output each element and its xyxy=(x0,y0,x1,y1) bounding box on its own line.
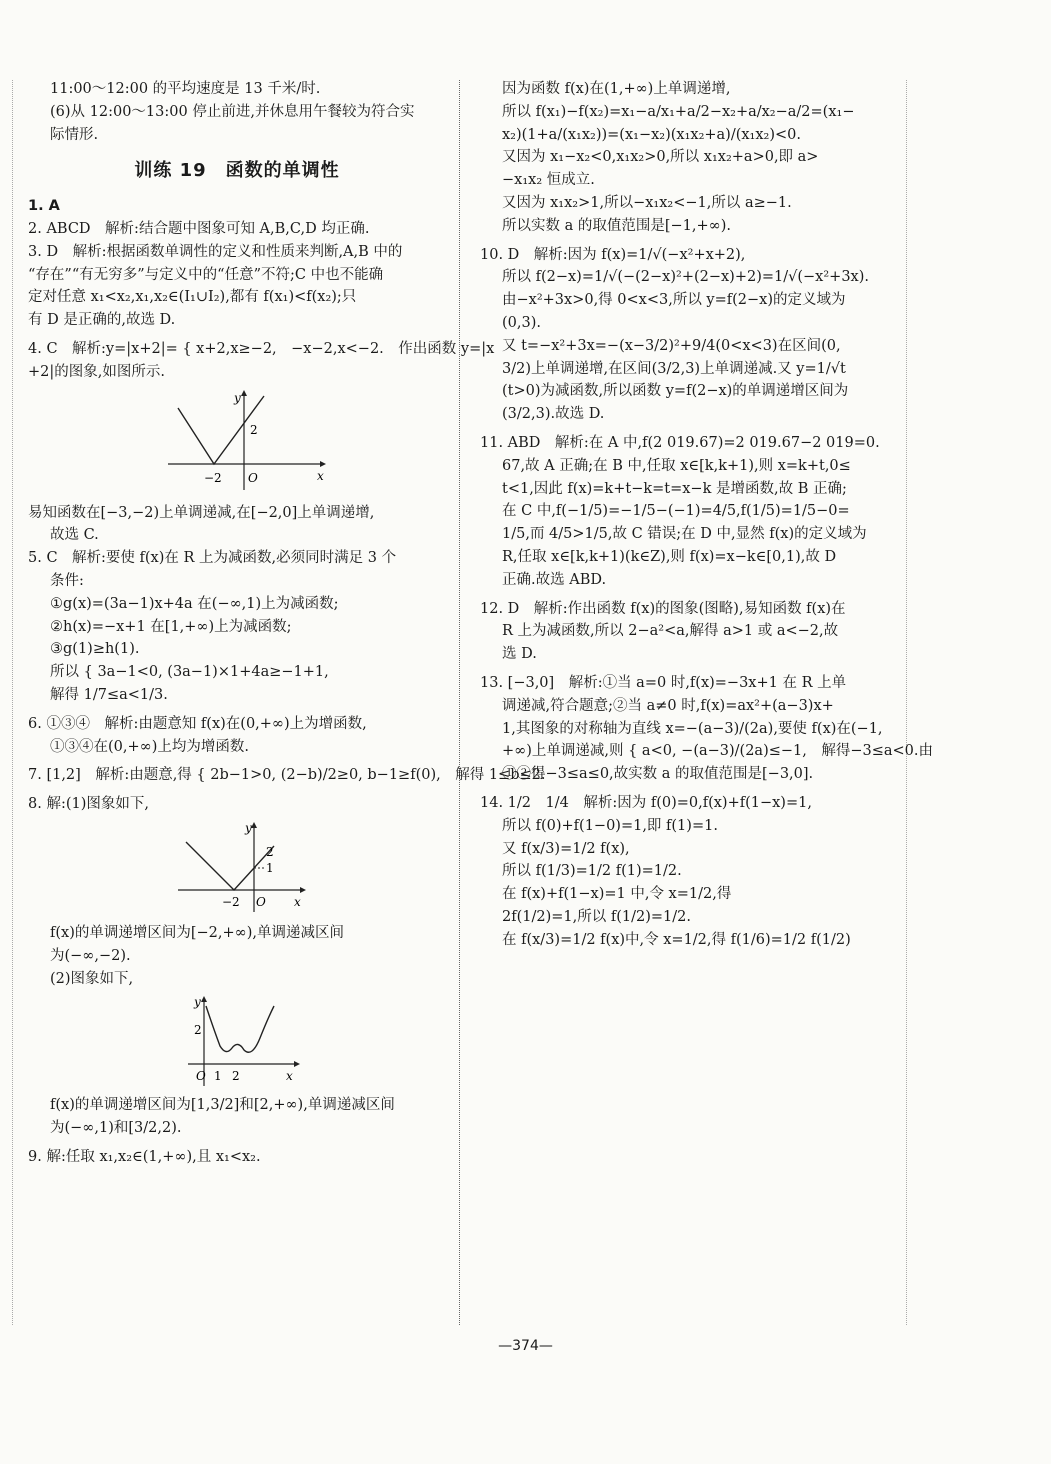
answer-7: 7. [1,2] 解析:由题意,得 { 2b−1>0, (2−b)/2≥0, b−1≥f(0), 解得 1≤b≤2. xyxy=(28,767,546,784)
origin-label: O xyxy=(248,470,258,485)
answer-5-line: 5. C 解析:要使 f(x)在 R 上为减函数,必须同时满足 3 个 xyxy=(28,550,397,567)
text-line: (6)从 12:00～13:00 停止前进,并休息用午餐较为符合实 xyxy=(50,103,415,120)
answer-10-line: 10. D 解析:因为 f(x)=1/√(−x²+x+2), xyxy=(480,246,746,263)
answer-8-line: f(x)的单调递增区间为[−2,+∞),单调递减区间 xyxy=(50,924,344,941)
answer-6-line: 6. ①③④ 解析:由题意知 f(x)在(0,+∞)上为增函数, xyxy=(28,715,367,732)
section-title: 训练 19 函数的单调性 xyxy=(134,160,340,182)
answer-8-line: 为(−∞,1)和[3/2,2). xyxy=(50,1120,182,1137)
answer-4-line: 4. C 解析:y=|x+2|= { x+2,x≥−2, −x−2,x<−2. 作出函数 y=|x xyxy=(28,340,495,357)
answer-14-line: 2f(1/2)=1,所以 f(1/2)=1/2. xyxy=(502,908,691,925)
origin-label: O xyxy=(196,1069,206,1084)
answer-10-line: (t>0)为减函数,所以函数 y=f(2−x)的单调递增区间为 xyxy=(502,383,849,400)
answer-11-line: R,任取 x∈[k,k+1)(k∈Z),则 f(x)=x−k∈[0,1),故 D xyxy=(502,548,837,565)
answer-8-line: 为(−∞,−2). xyxy=(50,947,131,964)
answer-14-line: 又 f(x/3)=1/2 f(x), xyxy=(502,840,630,857)
answer-14-line: 14. 1/2 1/4 解析:因为 f(0)=0,f(x)+f(1−x)=1, xyxy=(480,794,812,811)
text-line: −x₁x₂ 恒成立. xyxy=(502,172,595,189)
answer-12-line: 选 D. xyxy=(502,646,537,663)
answer-3-line: 定对任意 x₁<x₂,x₁,x₂∈(I₁∪I₂),都有 f(x₁)<f(x₂);只 xyxy=(28,289,357,306)
tick-label: −2 xyxy=(222,894,240,909)
answer-11-line: 在 C 中,f(−1/5)=−1/5−(−1)=4/5,f(1/5)=1/5−0= xyxy=(502,503,850,520)
answer-5-line: ③g(1)≥h(1). xyxy=(50,641,140,658)
answer-10-line: 3/2)上单调递增,在区间(3/2,3)上单调递减.又 y=1/√t xyxy=(502,360,846,377)
answer-8-line: f(x)的单调递增区间为[1,3/2]和[2,+∞),单调递减区间 xyxy=(50,1097,395,1114)
answer-11-line: 正确.故选 ABD. xyxy=(502,571,607,588)
x-axis-label: x xyxy=(317,468,324,483)
text-line: 又因为 x₁x₂>1,所以−x₁x₂<−1,所以 a≥−1. xyxy=(502,194,792,211)
answer-14-line: 在 f(x)+f(1−x)=1 中,令 x=1/2,得 xyxy=(502,886,732,903)
right-column xyxy=(480,78,934,951)
answer-10-line: (0,3). xyxy=(502,314,541,331)
answer-11-line: t<1,因此 f(x)=k+t−k=t=x−k 是增函数,故 B 正确; xyxy=(502,480,847,497)
tick-label: 1 xyxy=(214,1069,222,1084)
answer-5-line: 解得 1/7≤a<1/3. xyxy=(50,686,168,703)
answer-10-line: 所以 f(2−x)=1/√(−(2−x)²+(2−x)+2)=1/√(−x²+3x). xyxy=(502,269,869,286)
answer-1: 1. A xyxy=(28,198,60,215)
answer-12-line: R 上为减函数,所以 2−a²<a,解得 a>1 或 a<−2,故 xyxy=(502,623,839,640)
text-line: 所以 f(x₁)−f(x₂)=x₁−a/x₁+a/2−x₂+a/x₂−a/2=(x₁− xyxy=(502,103,855,120)
answer-2: 2. ABCD 解析:结合题中图象可知 A,B,C,D 均正确. xyxy=(28,220,370,237)
answer-10-line: 又 t=−x²+3x=−(x−3/2)²+9/4(0<x<3)在区间(0, xyxy=(502,337,841,354)
tick-label: 2 xyxy=(266,844,274,859)
x-axis-label: x xyxy=(294,894,301,909)
left-column xyxy=(28,78,546,1169)
left-margin-dots xyxy=(12,80,13,1325)
answer-14-line: 所以 f(1/3)=1/2 f(1)=1/2. xyxy=(502,863,682,880)
page-number: —374— xyxy=(498,1338,553,1354)
origin-label: O xyxy=(256,894,266,909)
tick-label: 2 xyxy=(194,1023,202,1038)
text-line: 际情形. xyxy=(50,126,99,143)
answer-12-line: 12. D 解析:作出函数 f(x)的图象(图略),易知函数 f(x)在 xyxy=(480,600,846,617)
answer-4-line: 故选 C. xyxy=(50,527,99,544)
answer-13-line: 1,其图象的对称轴为直线 x=−(a−3)/(2a),要使 f(x)在(−1, xyxy=(502,720,883,737)
figure-abs-x-plus-2 xyxy=(28,388,446,498)
answer-5-line: 所以 { 3a−1<0, (3a−1)×1+4a≥−1+1, xyxy=(50,664,329,681)
answer-11-line: 11. ABD 解析:在 A 中,f(2 019.67)=2 019.67−2 019=0. xyxy=(480,434,880,451)
column-divider xyxy=(459,80,460,1325)
answer-13-line: 调递减,符合题意;②当 a≠0 时,f(x)=ax²+(a−3)x+ xyxy=(502,697,834,714)
answer-13-line: 13. [−3,0] 解析:①当 a=0 时,f(x)=−3x+1 在 R 上单 xyxy=(480,674,847,691)
x-axis-label: x xyxy=(286,1069,293,1084)
right-margin-dots xyxy=(906,80,907,1325)
text-line: x₂)(1+a/(x₁x₂))=(x₁−x₂)(x₁x₂+a)/(x₁x₂)<0. xyxy=(502,126,802,143)
tick-label: −2 xyxy=(204,470,222,485)
answer-11-line: 67,故 A 正确;在 B 中,任取 x∈[k,k+1),则 x=k+t,0≤ xyxy=(502,457,851,474)
text-line: 所以实数 a 的取值范围是[−1,+∞). xyxy=(502,217,731,234)
tick-label: 1 xyxy=(266,860,274,875)
answer-3-line: “存在”“有无穷多”与定义中的“任意”不符;C 中也不能确 xyxy=(28,266,384,283)
answer-11-line: 1/5,而 4/5>1/5,故 C 错误;在 D 中,显然 f(x)的定义域为 xyxy=(502,526,867,543)
answer-10-line: 由−x²+3x>0,得 0<x<3,所以 y=f(2−x)的定义域为 xyxy=(502,292,846,309)
figure-q8-2 xyxy=(28,994,446,1090)
text-line: 因为函数 f(x)在(1,+∞)上单调递增, xyxy=(502,81,731,97)
y-axis-label: y xyxy=(194,995,201,1010)
answer-4-line: 易知函数在[−3,−2)上单调递减,在[−2,0]上单调递增, xyxy=(28,504,375,521)
figure-q8-1 xyxy=(28,820,446,918)
answer-5-line: ①g(x)=(3a−1)x+4a 在(−∞,1)上为减函数; xyxy=(50,595,339,612)
text-line: 11:00～12:00 的平均速度是 13 千米/时. xyxy=(50,81,321,97)
answer-14-line: 在 f(x/3)=1/2 f(x)中,令 x=1/2,得 f(1/6)=1/2 f(1/2) xyxy=(502,931,851,948)
answer-3-line: 有 D 是正确的,故选 D. xyxy=(28,312,176,329)
text-line: 又因为 x₁−x₂<0,x₁x₂>0,所以 x₁x₂+a>0,即 a> xyxy=(502,149,819,166)
tick-label: 2 xyxy=(250,422,258,437)
y-axis-label: y xyxy=(234,390,241,405)
answer-13-line: +∞)上单调递减,则 { a<0, −(a−3)/(2a)≤−1, 解得−3≤a<0.由 xyxy=(502,743,934,760)
answer-10-line: (3/2,3).故选 D. xyxy=(502,406,605,423)
answer-8-line: (2)图象如下, xyxy=(50,970,134,987)
answer-8-head: 8. 解:(1)图象如下, xyxy=(28,796,149,813)
answer-13-line: ①②得−3≤a≤0,故实数 a 的取值范围是[−3,0]. xyxy=(502,766,814,783)
answer-5-line: ②h(x)=−x+1 在[1,+∞)上为减函数; xyxy=(50,618,292,635)
answer-9: 9. 解:任取 x₁,x₂∈(1,+∞),且 x₁<x₂. xyxy=(28,1148,261,1165)
answer-4-line: +2|的图象,如图所示. xyxy=(28,363,165,380)
answer-6-line: ①③④在(0,+∞)上均为增函数. xyxy=(50,738,249,755)
y-axis-label: y xyxy=(245,820,252,835)
answer-14-line: 所以 f(0)+f(1−0)=1,即 f(1)=1. xyxy=(502,817,718,834)
answer-5-line: 条件: xyxy=(50,572,84,589)
answer-3-line: 3. D 解析:根据函数单调性的定义和性质来判断,A,B 中的 xyxy=(28,243,403,260)
tick-label: 2 xyxy=(232,1069,240,1084)
